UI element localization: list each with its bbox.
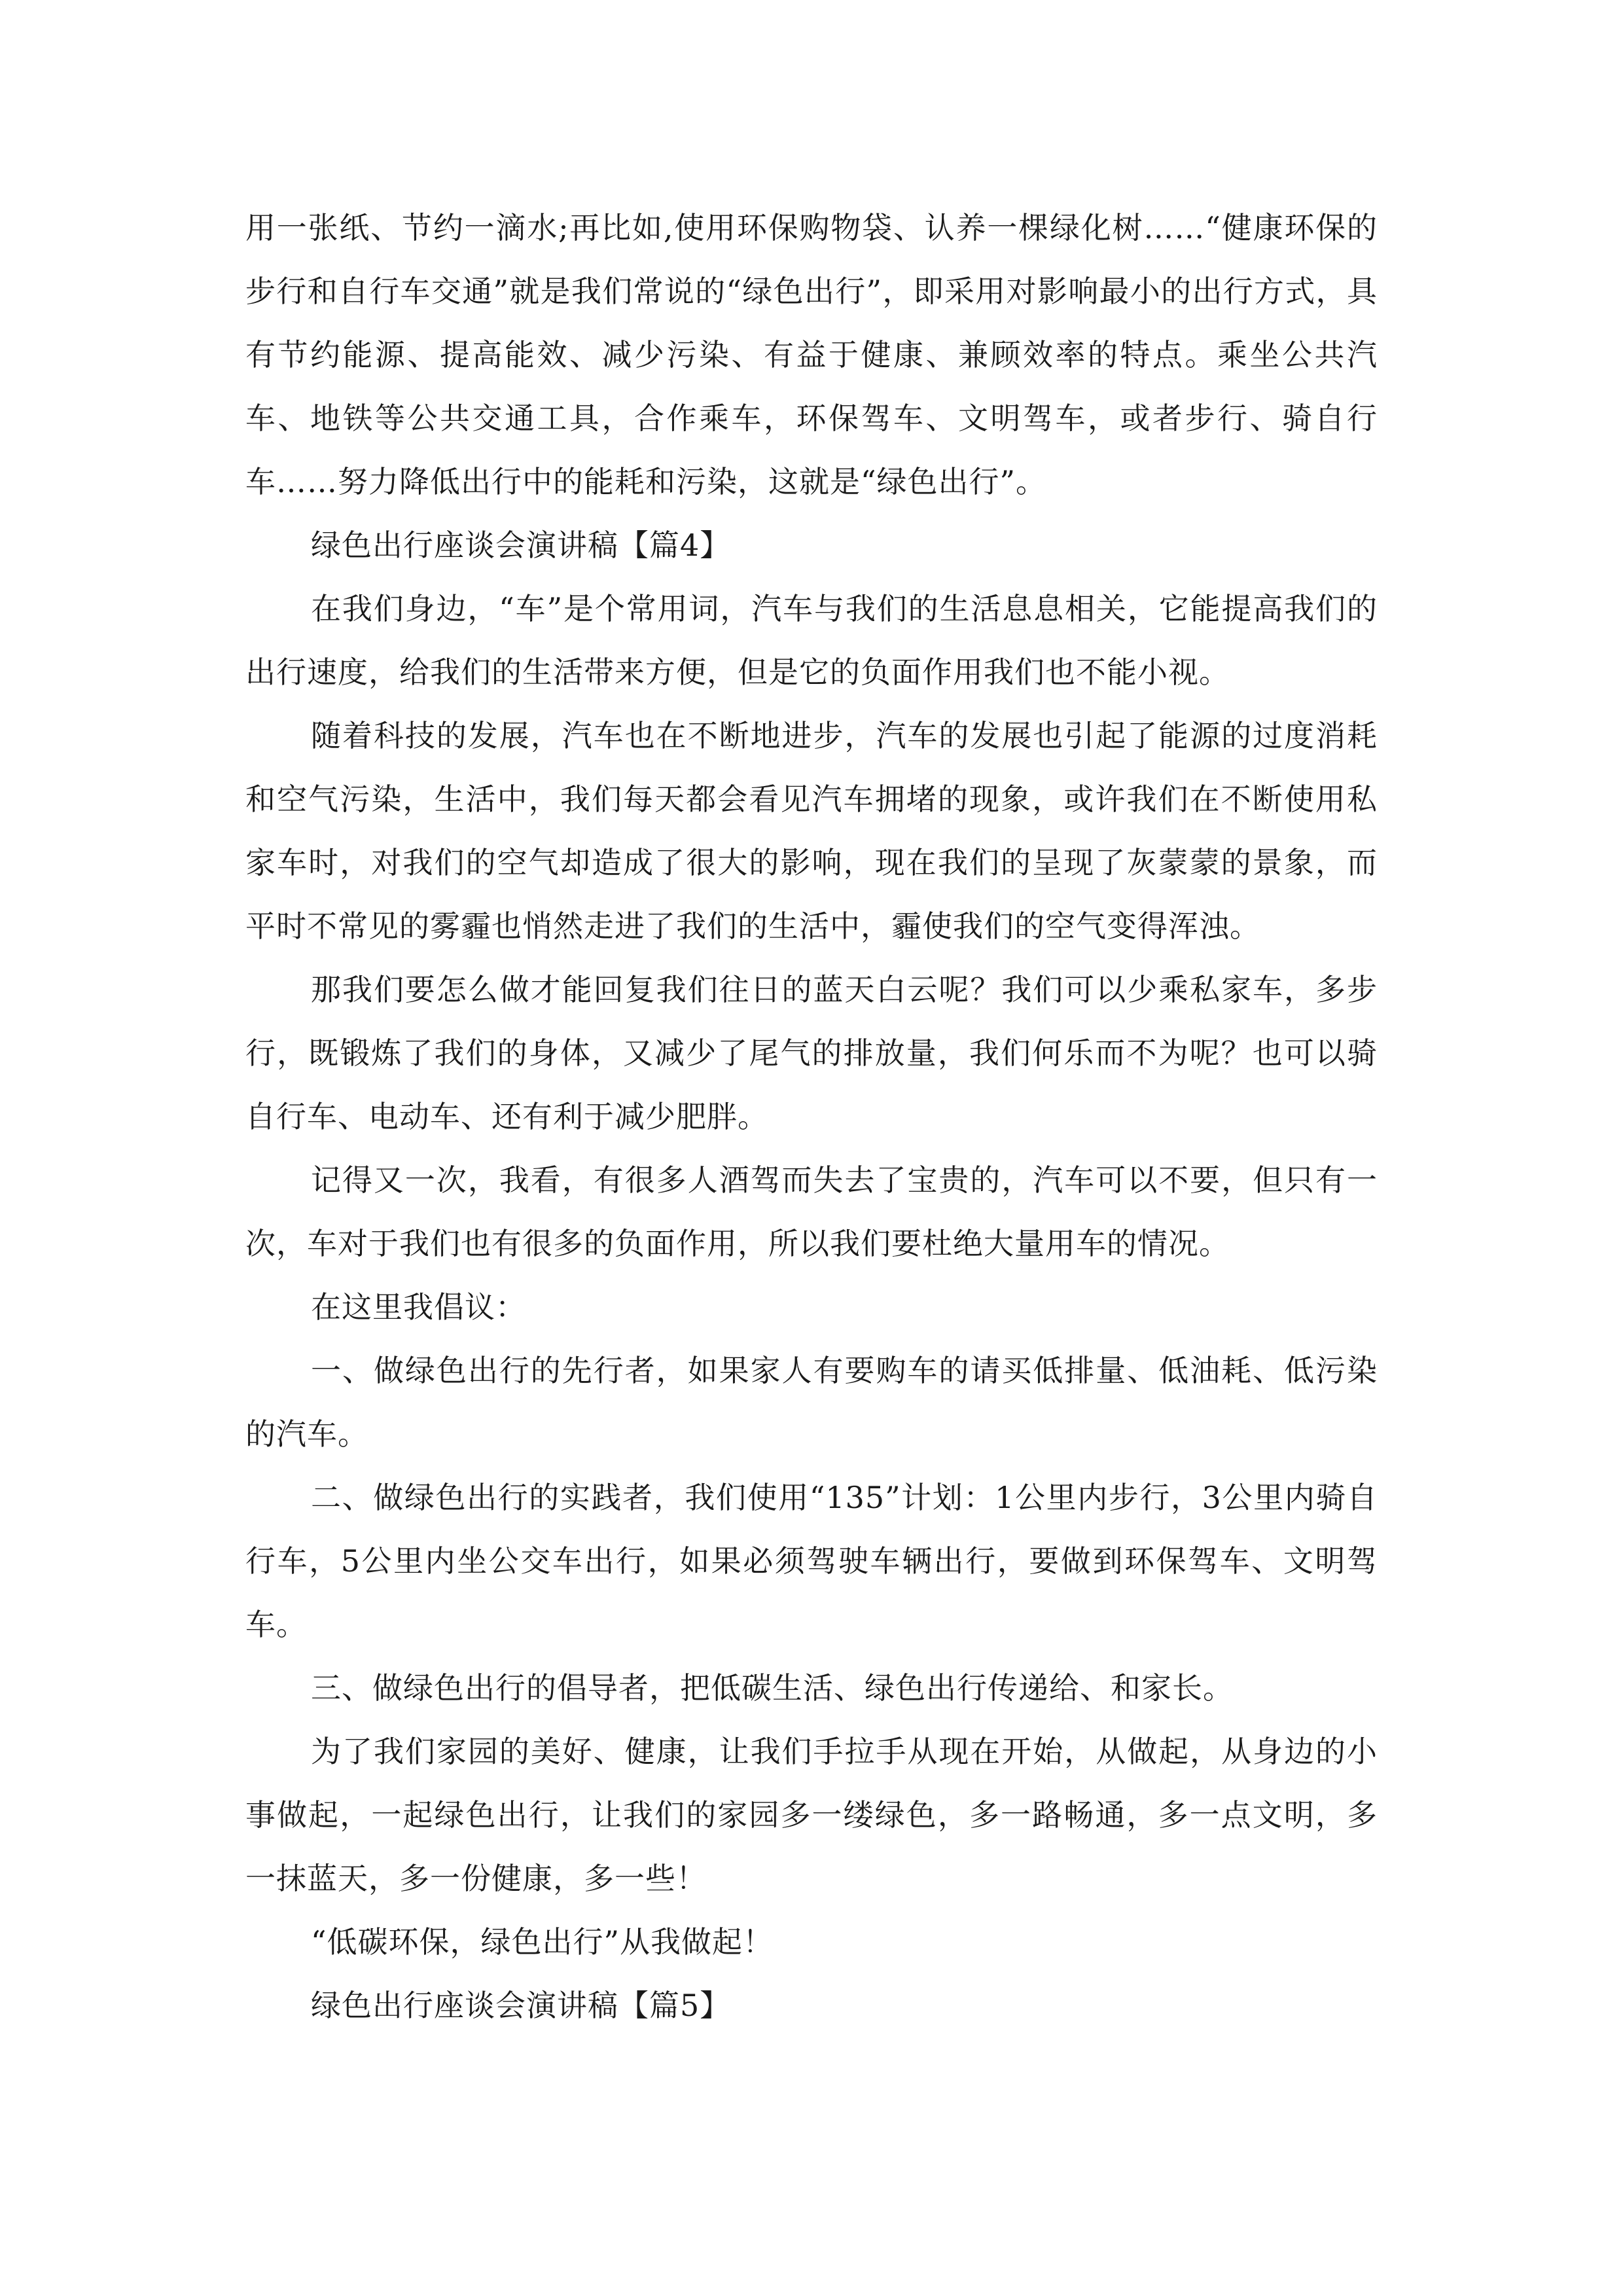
proposal-item-1: 一、做绿色出行的先行者，如果家人有要购车的请买低排量、低油耗、低污染的汽车。 (245, 1353, 1378, 1452)
paragraph-7: 在这里我倡议： (311, 1289, 526, 1325)
paragraph-1: 用一张纸、节约一滴水;再比如,使用环保购物袋、认养一棵绿化树……“健康环保的步行和自行车交通”就是我们常说的“绿色出行”，即采用对影响最小的出行方式，具有节约能源、提高能效、减少污染、有益于健康、兼顾效率的特点。乘坐公共汽车、地铁等公共交通工具，合作乘车，环保驾车、文明驾车，或者步行、骑自行车……努力降低出行中的能耗和污染，这就是“绿色出行”。 (245, 210, 1378, 499)
proposal-item-2: 二、做绿色出行的实践者，我们使用“135”计划：1公里内步行，3公里内骑自行车，5公里内坐公交车出行，如果必须驾驶车辆出行，要做到环保驾车、文明驾车。 (245, 1480, 1378, 1642)
slogan: “低碳环保，绿色出行”从我做起！ (311, 1924, 774, 1960)
proposal-item-3: 三、做绿色出行的倡导者，把低碳生活、绿色出行传递给、和家长。 (311, 1670, 1234, 1706)
body-text (245, 196, 1378, 2037)
paragraph-5: 那我们要怎么做才能回复我们往日的蓝天白云呢？我们可以少乘私家车，多步行，既锻炼了我们的身体，又减少了尾气的排放量，我们何乐而不为呢？也可以骑自行车、电动车、还有利于减少肥胖。 (245, 972, 1378, 1134)
section-heading-4: 绿色出行座谈会演讲稿【篇4】 (311, 528, 731, 563)
paragraph-3: 在我们身边，“车”是个常用词，汽车与我们的生活息息相关，它能提高我们的出行速度，给我们的生活带来方便，但是它的负面作用我们也不能小视。 (245, 591, 1378, 690)
paragraph-6: 记得又一次，我看，有很多人酒驾而失去了宝贵的，汽车可以不要，但只有一次，车对于我们也有很多的负面作用，所以我们要杜绝大量用车的情况。 (245, 1162, 1378, 1261)
paragraph-4: 随着科技的发展，汽车也在不断地进步，汽车的发展也引起了能源的过度消耗和空气污染，生活中，我们每天都会看见汽车拥堵的现象，或许我们在不断使用私家车时，对我们的空气却造成了很大的影响，现在我们的呈现了灰蒙蒙的景象，而平时不常见的雾霾也悄然走进了我们的生活中，霾使我们的空气变得浑浊。 (245, 718, 1378, 944)
paragraph-11: 为了我们家园的美好、健康，让我们手拉手从现在开始，从做起，从身边的小事做起，一起绿色出行，让我们的家园多一缕绿色，多一路畅通，多一点文明，多一抹蓝天，多一份健康，多一些！ (245, 1734, 1378, 1896)
section-heading-5: 绿色出行座谈会演讲稿【篇5】 (311, 1988, 731, 2023)
